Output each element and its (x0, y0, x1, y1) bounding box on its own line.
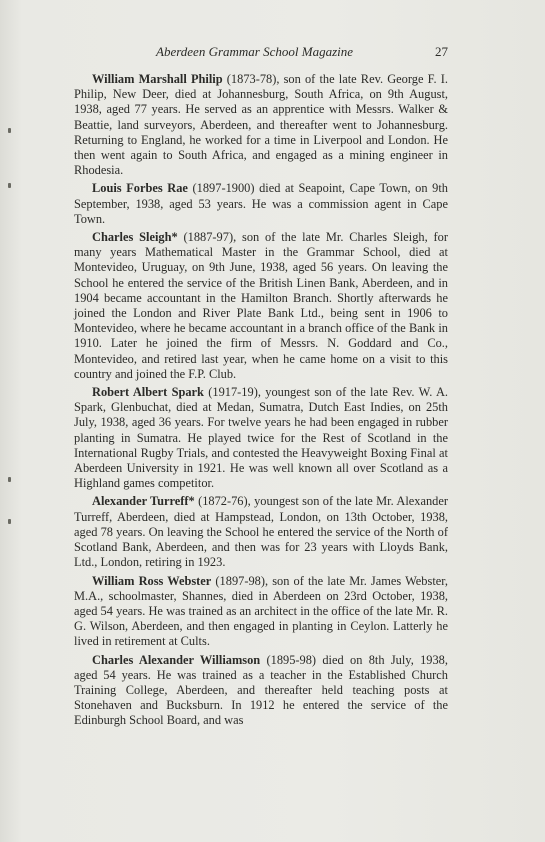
obituary-list (74, 72, 448, 732)
obituary-entry (74, 230, 448, 382)
obituary-entry (74, 72, 448, 178)
entry-text: (1897-98), son of the late Mr. James Webster, M.A., schoolmaster, Shannes, died in Aberdeen on 23rd October, 1938, aged 54 years. He was trained as an architect in the office of the late Mr. R. G. Wilson, Aberdeen, and then engaged in planting in Ceylon. Latterly he lived in retirement at Cults. (74, 573, 448, 649)
margin-mark (8, 519, 11, 524)
obituary-entry (74, 181, 448, 227)
margin-mark (8, 477, 11, 482)
obituary-entry (74, 494, 448, 570)
entry-text: (1897-1900) died at Seapoint, Cape Town, on 9th September, 1938, aged 53 years. He was a commission agent in Cape Town. (74, 181, 448, 226)
page-number: 27 (435, 44, 448, 59)
obituary-entry (74, 385, 448, 491)
entry-text: (1887-97), son of the late Mr. Charles Sleigh, for many years Mathematical Master in the Grammar School, died at Montevideo, Uruguay, on 9th June, 1938, aged 56 years. On leaving the School he entered the service of the British Linen Bank, Aberdeen, and in 1904 became accountant in the Hamilton Branch. Shortly afterwards he joined the London and River Plate Bank Ltd., being sent in 1906 to Montevideo, where he became accountant in a branch office of the Bank in 1910. Later he joined the firm of Messrs. N. Goddard and Co., Montevideo, and retired last year, when he came home on a visit to this country and joined the F.P. Club. (74, 230, 448, 381)
margin-mark (8, 128, 11, 133)
entry-name: Charles Sleigh* (92, 230, 178, 245)
entry-text: (1873-78), son of the late Rev. George F. I. Philip, New Deer, died at Johannesburg, South Africa, on 9th August, 1938, aged 77 years. He served as an apprentice with Messrs. Walker & Beattie, land surveyors, Aberdeen, and thereafter went to Johannesburg. Returning to England, he worked for a time in Liverpool and London. He then went again to South Africa, and engaged as a mining engineer in Rhodesia. (74, 72, 448, 178)
obituary-entry (74, 653, 448, 729)
obituary-entry (74, 574, 448, 650)
entry-name: Alexander Turreff* (92, 494, 195, 509)
entry-name: Louis Forbes Rae (92, 181, 188, 196)
entry-name: William Ross Webster (92, 573, 212, 588)
entry-name: Robert Albert Spark (92, 385, 204, 400)
entry-name: William Marshall Philip (92, 72, 223, 86)
entry-text: (1917-19), youngest son of the late Rev. W. A. Spark, Glenbuchat, died at Medan, Sumatra, Dutch East Indies, on 25th July, 1938, aged 36 years. For twelve years he had been engaged in rubber planting in Sumatra. He played twice for the Rest of Scotland in the International Rugby Trials, and contested the Heavyweight Boxing Final at Aberdeen University in 1921. He was well known all over Scotland as a Highland games competitor. (74, 385, 448, 491)
entry-name: Charles Alexander Williamson (92, 652, 261, 667)
margin-mark (8, 183, 11, 188)
entry-text: (1895-98) died on 8th July, 1938, aged 54 years. He was trained as a teacher in the Established Church Training College, Aberdeen, and thereafter held teaching posts at Stonehaven and Bucksburn. In 1912 he entered the service of the Edinburgh School Board, and was (74, 652, 448, 728)
magazine-title: Aberdeen Grammar School Magazine (156, 44, 354, 59)
entry-text: (1872-76), youngest son of the late Mr. Alexander Turreff, Aberdeen, died at Hampstead, London, on 13th October, 1938, aged 78 years. On leaving the School he entered the service of the North of Scotland Bank, Aberdeen, and then was for 23 years with Lloyds Bank, Ltd., London, retiring in 1923. (74, 494, 449, 570)
